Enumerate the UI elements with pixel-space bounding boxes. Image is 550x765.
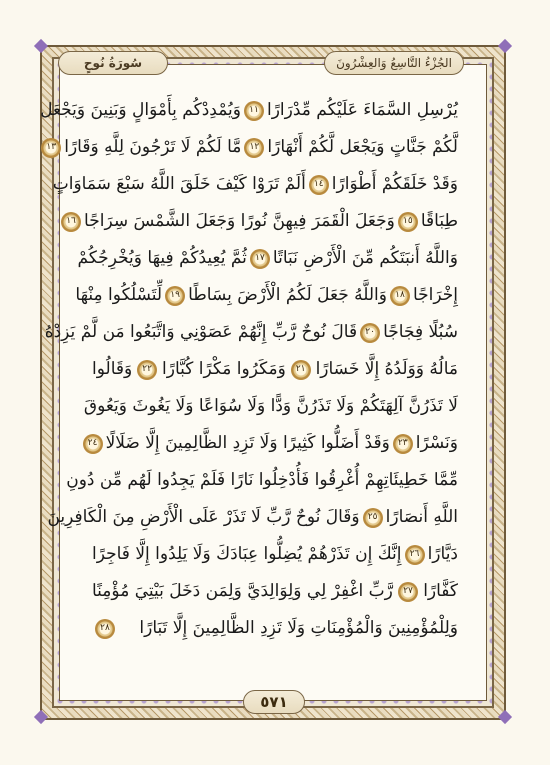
verse-text: وَاللَّهُ جَعَلَ لَكُمُ الْأَرْضَ بِسَاطًا — [188, 285, 387, 305]
ayah-marker: ٢٣ — [393, 434, 413, 454]
verse-text: إِنَّكَ إِن تَذَرْهُمْ يُضِلُّوا عِبَادَكَ وَلَا يَلِدُوا إِلَّا فَاجِرًا — [92, 544, 402, 564]
verse-text: وَقَالُوا — [92, 359, 133, 379]
verse-text: وَقَدْ أَضَلُّوا كَثِيرًا وَلَا تَزِدِ الظَّالِمِينَ إِلَّا ضَلَالًا — [105, 433, 390, 453]
verse-text: وَجَعَلَ الْقَمَرَ فِيهِنَّ نُورًا وَجَعَلَ الشَّمْسَ سِرَاجًا — [84, 211, 395, 231]
page-number: ٥٧١ — [243, 690, 305, 714]
ayah-marker: ١٧ — [250, 249, 270, 269]
verse-text: مَالُهُ وَوَلَدُهُ إِلَّا خَسَارًا — [315, 359, 458, 379]
verse-text: سُبُلًا فِجَاجًا — [383, 322, 458, 342]
ayah-marker: ١١ — [244, 101, 264, 121]
ayah-marker: ١٩ — [165, 286, 185, 306]
verse-text: وَقَالَ نُوحٌ رَّبِّ لَا تَذَرْ عَلَى الْأَرْضِ مِنَ الْكَافِرِينَ — [47, 507, 360, 527]
verse-line — [66, 462, 458, 499]
page-header — [58, 48, 488, 78]
verse-text: مِّمَّا خَطِيئَاتِهِمْ أُغْرِقُوا فَأُدْخِلُوا نَارًا فَلَمْ يَجِدُوا لَهُم مِّن دُونِ — [66, 470, 458, 490]
ayah-marker: ١٦ — [61, 212, 81, 232]
verse-text: وَيُمْدِدْكُم بِأَمْوَالٍ وَبَنِينَ وَيَجْعَل — [40, 100, 241, 120]
verse-text: إِخْرَاجًا — [412, 285, 458, 305]
verse-line — [44, 314, 458, 351]
verse-line — [40, 92, 458, 129]
ayah-marker: ١٢ — [244, 138, 264, 158]
verse-line — [47, 499, 458, 536]
ayah-marker: ٢٦ — [405, 545, 425, 565]
verse-text: يُرْسِلِ السَّمَاءَ عَلَيْكُم مِّدْرَارًا — [266, 100, 458, 120]
verse-text: كَفَّارًا — [423, 581, 458, 601]
verse-line — [66, 203, 458, 240]
verse-text: وَمَكَرُوا مَكْرًا كُبَّارًا — [162, 359, 286, 379]
verse-text: اللَّهِ أَنصَارًا — [385, 507, 458, 527]
ayah-marker: ١٣ — [41, 138, 61, 158]
verse-line — [92, 536, 458, 573]
verses-block — [40, 92, 458, 684]
surah-title: سُورَةُ نُوحٍ — [58, 51, 168, 75]
ayah-marker: ٢١ — [291, 360, 311, 380]
verse-text: أَلَمْ تَرَوْا كَيْفَ خَلَقَ اللَّهُ سَبْعَ سَمَاوَاتٍ — [52, 174, 306, 194]
verse-text: لَّكُمْ جَنَّاتٍ وَيَجْعَل لَّكُمْ أَنْهَارًا — [267, 137, 458, 157]
ayah-marker: ١٥ — [398, 212, 418, 232]
verse-text: لَا تَذَرُنَّ آلِهَتَكُمْ وَلَا تَذَرُنَّ وَدًّا وَلَا سُوَاعًا وَلَا يَغُوثَ وَيَعُوقَ — [83, 396, 458, 416]
verse-line — [87, 425, 458, 462]
juz-title: الجُزْءُ التَّاسِعُ وَالعِشْرُونَ — [324, 51, 464, 75]
ayah-marker: ٢٤ — [83, 434, 103, 454]
verse-line — [92, 351, 458, 388]
verse-text: مَّا لَكُمْ لَا تَرْجُونَ لِلَّهِ وَقَارًا — [64, 137, 242, 157]
verse-text: لِّتَسْلُكُوا مِنْهَا — [75, 285, 163, 305]
ayah-marker: ١٨ — [390, 286, 410, 306]
verse-line — [92, 610, 458, 647]
verse-text: وَاللَّهُ أَنبَتَكُم مِّنَ الْأَرْضِ نَبَاتًا — [272, 248, 458, 268]
verse-text: وَنَسْرًا — [415, 433, 458, 453]
verse-text: وَقَدْ خَلَقَكُمْ أَطْوَارًا — [331, 174, 458, 194]
ayah-marker: ٢٧ — [398, 582, 418, 602]
ayah-marker: ٢٠ — [360, 323, 380, 343]
verse-line — [46, 129, 458, 166]
verse-text: رَّبِّ اغْفِرْ لِي وَلِوَالِدَيَّ وَلِمَن دَخَلَ بَيْتِيَ مُؤْمِنًا — [92, 581, 393, 601]
ayah-marker: ٢٨ — [95, 619, 115, 639]
verse-line — [77, 240, 458, 277]
verse-line — [52, 166, 458, 203]
verse-line — [75, 277, 458, 314]
verse-text: وَلِلْمُؤْمِنِينَ وَالْمُؤْمِنَاتِ وَلَا تَزِدِ الظَّالِمِينَ إِلَّا تَبَارًا — [139, 618, 458, 638]
verse-text: قَالَ نُوحٌ رَّبِّ إِنَّهُمْ عَصَوْنِي وَاتَّبَعُوا مَن لَّمْ يَزِدْهُ — [44, 322, 358, 342]
ayah-marker: ٢٢ — [137, 360, 157, 380]
verse-line — [92, 573, 458, 610]
verse-line — [83, 388, 458, 425]
verse-text: ثُمَّ يُعِيدُكُمْ فِيهَا وَيُخْرِجُكُمْ — [77, 248, 247, 268]
ayah-marker: ٢٥ — [363, 508, 383, 528]
verse-text: طِبَاقًا — [420, 211, 458, 231]
ayah-marker: ١٤ — [309, 175, 329, 195]
verse-text: دَيَّارًا — [427, 544, 458, 564]
